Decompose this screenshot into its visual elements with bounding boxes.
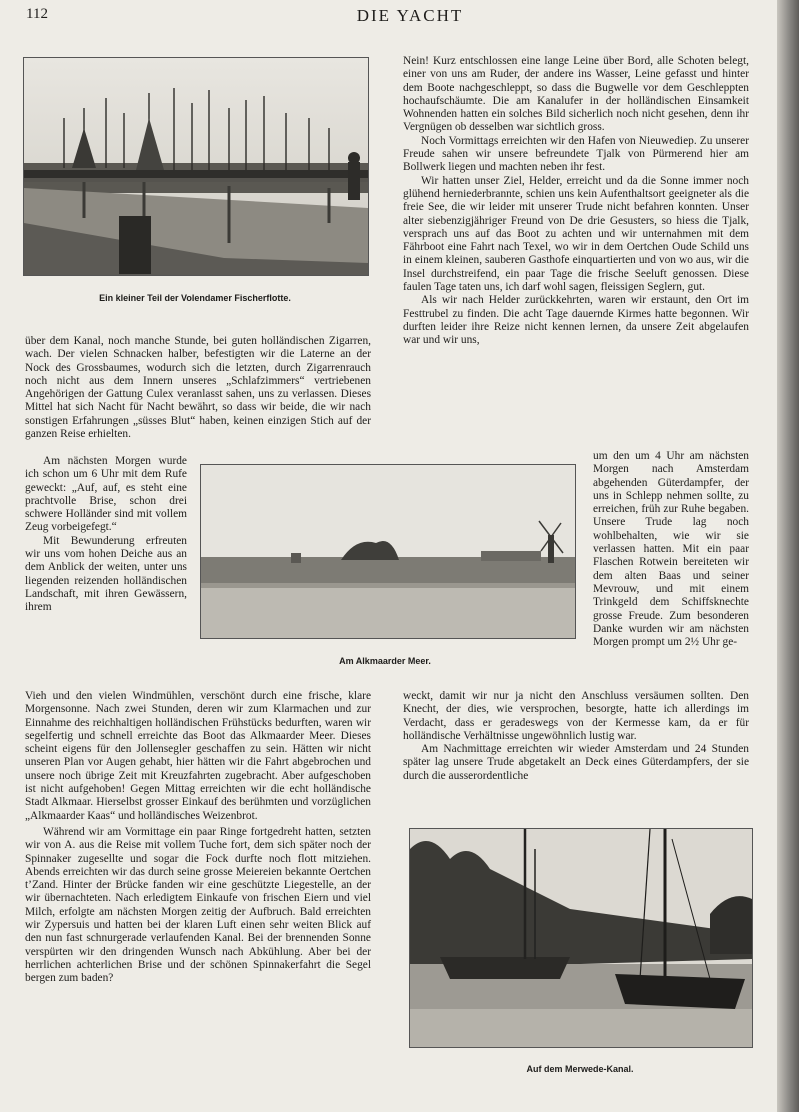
photo-alkmaarder-meer-image [201,465,575,638]
left-column-text-bottom [25,690,371,986]
paragraph: weckt, damit wir nur ja nicht den Anschluss versäumen sollten. Den Knecht, der dies, wie versprochen, besorgte, hatte ich allerdings im Verdacht, dass er geradeswegs von der Kermesse kam, da er für holländische Verhältnisse ungewöhnlich lustig war. [403,690,749,742]
photo-fishing-fleet-image [24,58,368,275]
running-title: DIE YACHT [356,6,464,25]
paragraph: Am Nachmittage erreichten wir wieder Amsterdam und 24 Stunden später lag unsere Trude abgetakelt an Deck eines Güterdampfers, der sie durch die ausserordentliche [403,743,749,782]
left-column-text-wrap [25,455,187,615]
page-number: 112 [26,6,48,22]
right-column-text-wrap [593,450,749,649]
paragraph: Noch Vormittags erreichten wir den Hafen von Nieuwediep. Zu unserer Freude sahen wir unsere befreundete Tjalk von Pürmerend hier am Bollwerk liegen und machten neben ihr fest. [403,134,749,174]
caption-fishing-fleet: Ein kleiner Teil der Volendamer Fischerflotte. [99,293,291,303]
paragraph: Vieh und den vielen Windmühlen, verschönt durch eine frische, klare Morgensonne. Nach zwei Stunden, deren wir zum Klarmachen und zur Einnahme des reichhaltigen holländischen Frühstücks bedurften, waren wir segelfertig und schnell erreichte das Boot das Alkmaarder Meer. Dieses scheint eigens für den Jollensegler geschaffen zu sein. Hätten wir nicht unseren Plan vor Augen gehabt, hier hätten wir die Fahrt abgebrochen und unsere noch übrige Zeit mit Kreuzfahrten zugebracht. Aber aufgeschoben ist nicht aufgehoben! Gegen Mittag erreichten wir die echt holländische Stadt Alkmaar. Hierselbst grosser Einkauf des berühmten und vorzüglichen „Alkmaarder Kaas“ und holländisches Weizenbrot. [25,690,371,822]
page-edge-shadow [777,0,799,1112]
photo-merwede-kanal [409,828,753,1048]
photo-merwede-kanal-image [410,829,752,1047]
paragraph: Als wir nach Helder zurückkehrten, waren wir erstaunt, den Ort im Festtrubel zu finden. Die acht Tage dauernde Kirmes hatte begonnen. Wir durften leider ihre Reize nicht kennen lernen, da unsere Zeit abgelaufen war und wir uns, [403,294,749,347]
photo-alkmaarder-meer [200,464,576,639]
paragraph: Nein! Kurz entschlossen eine lange Leine über Bord, alle Schoten belegt, einer von uns am Ruder, der andere ins Wasser, Leine gefasst und hinter dem Boote nachgeschleppt, so dass die Bugwelle vor dem Geschleppten hochaufschäumte. Die am Kanalufer in der holländischen Einsamkeit Wohnenden hatten ein solches Bild sicherlich noch nicht gesehen, denn ihr Vergnügen ob desselben war sichtlich gross. [403,55,749,134]
paragraph: Wir hatten unser Ziel, Helder, erreicht und da die Sonne immer noch glühend herniederbrannte, schien uns kein Aufenthaltsort geeigneter als die freie See, die wir leider mit unserer Trude nicht befahren konnten. Unser alter siebenzigjähriger Freund von De drie Gesusters, so hiess die Tjalk, versprach uns auf das Boot zu achten und wir unternahmen mit dem Fährboot eine Fahrt nach Texel, wo wir in dem Oertchen Oude Schild uns in einem kleinen, sauberen Gasthofe einquartierten und von wo aus, wir die Insel durchstreifend, ein paar Tage die frische Seeluft genossen. Diese faulen Tage taten uns, ich darf wohl sagen, fleissigen Seglern, gut. [403,174,749,294]
paragraph: Mit Bewunderung erfreuten wir uns vom hohen Deiche aus an dem Anblick der weiten, unter uns liegenden reizenden holländischen Landschaft, mit ihren Gewässern, ihrem [25,534,187,614]
paragraph: Während wir am Vormittage ein paar Ringe fortgedreht hatten, setzten wir von A. aus die Reise mit vollem Tuche fort, dem sich später noch der Spinnaker zugesellte und sogar die Fock durfte noch flott mitziehen. Abends erreichten wir das durch seine grosse Meiereien bekannte Oertchen t’Zand. Hinter der Brücke fanden wir eine geschützte Liegestelle, an der wir übernachteten. Nach erledigtem Einkaufe von frischen Eiern und viel Milch, erfolgte am nächsten Morgen zeitig der Aufbruch. Bald erreichten wir Zypersuis und hatten bei der klaren Luft einen sehr weiten Blick auf den nun fast schnurgerade verlaufenden Kanal. Bei der brennenden Sonne verspürten wir den dringenden Wunsch nach Abkühlung. Aber bei der herrlichen achterlichen Brise und der schönen Spinnakerfahrt die Segel bergen zum baden? [25,825,371,985]
caption-merwede-kanal: Auf dem Merwede-Kanal. [526,1064,634,1074]
right-column-text-bottom [403,690,749,783]
left-column-text-top [25,335,371,441]
paragraph: über dem Kanal, noch manche Stunde, bei guten holländischen Zigarren, wach. Der vielen Schnacken halber, befestigten wir die Laterne an der Nock des Grossbaumes, wodurch sich die letzten, durch Zigarrenrauch noch nicht aus dem Innern unseres „Schlafzimmers“ vertriebenen Angehörigen der Gattung Culex veranlasst sahen, uns zu verlassen. Dieses Mittel hat sich Nacht für Nacht bewährt, so dass wir beide, die wir nach sonstigen Erfahrungen „süsses Blut“ haben, keinen einzigen Stich auf der ganzen Reise erhielten. [25,335,371,441]
photo-fishing-fleet [23,57,369,276]
right-column-text-top [403,55,749,348]
caption-alkmaarder-meer: Am Alkmaarder Meer. [339,656,431,666]
paragraph: um den um 4 Uhr am nächsten Morgen nach Amsterdam abgehenden Güterdampfer, der uns in Schlepp nehmen sollte, zu erreichen, früh zur Ruhe begaben. Unsere Trude lag noch wohlbehalten, wie wir sie verlassen hatten. Mit ein paar Flaschen Rotwein bereiteten wir dem alten Baas und seiner Mevrouw, und mit einem Trinkgeld dem Schiffsknechte grosse Freude. Zum besonderen Danke wurden wir am nächsten Morgen prompt um 2½ Uhr ge- [593,450,749,649]
paragraph: Am nächsten Morgen wurde ich schon um 6 Uhr mit dem Rufe geweckt: „Auf, auf, es steht eine prachtvolle Brise, schon drei schwere Holländer sind mit vollem Zeug vorbeigefegt.“ [25,455,187,534]
